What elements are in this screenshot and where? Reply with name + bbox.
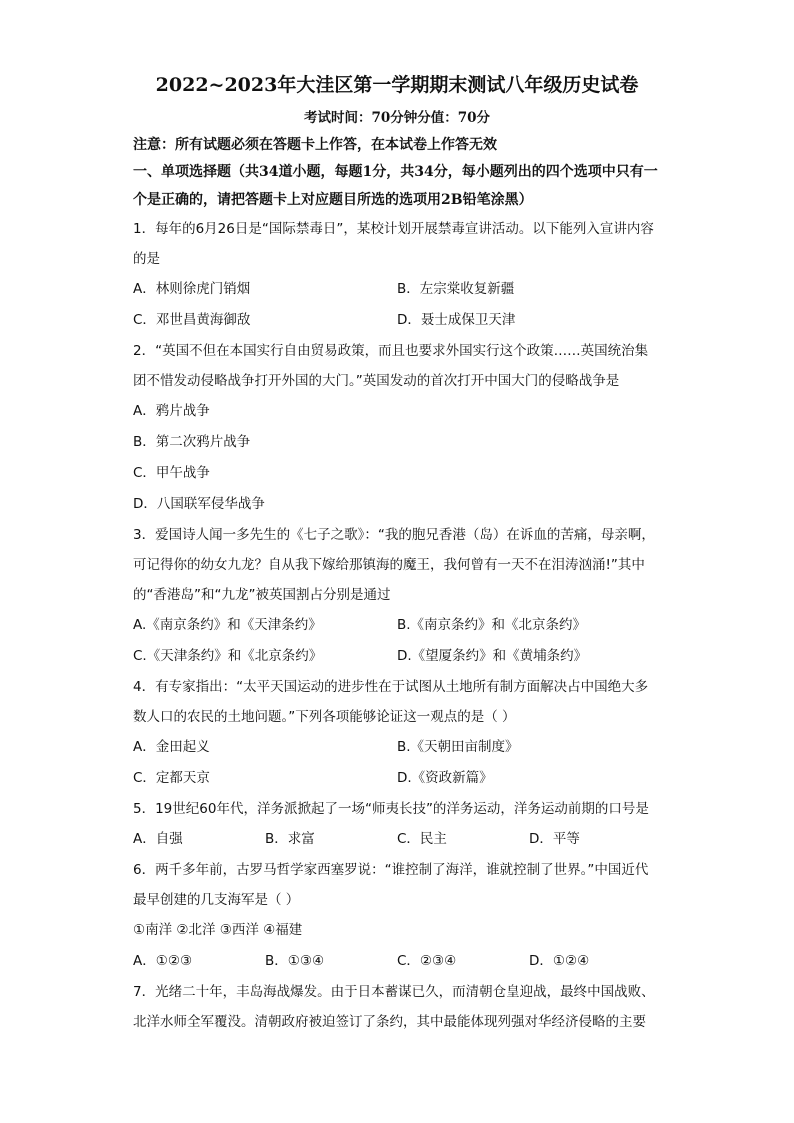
option-d: D．八国联军侵华战争 — [133, 496, 265, 512]
option-d: D．平等 — [529, 831, 580, 847]
option-d: D.《资政新篇》 — [397, 770, 493, 786]
question-3-options-row2 — [133, 641, 661, 672]
option-d: D．聂士成保卫天津 — [397, 312, 516, 328]
exam-page — [133, 66, 661, 1037]
question-1-options-row2 — [133, 305, 661, 336]
question-1-stem: 1．每年的6月26日是“国际禁毒日”，某校计划开展禁毒宣讲活动。以下能列入宣讲内容的是 — [133, 221, 654, 267]
option-b: B．左宗棠收复新疆 — [397, 281, 515, 297]
exam-time-score: 考试时间：70分钟分值：70分 — [303, 110, 491, 126]
exam-notice: 注意：所有试题必须在答题卡上作答，在本试卷上作答无效 — [133, 137, 497, 153]
option-c: C．定都天京 — [133, 770, 210, 786]
option-a: A．①②③ — [133, 953, 193, 969]
option-c: C．②③④ — [397, 953, 457, 969]
exam-title: 2022~2023年大洼区第一学期期末测试八年级历史试卷 — [155, 74, 639, 96]
option-d: D.《望厦条约》和《黄埔条约》 — [397, 648, 588, 664]
question-5-options — [133, 824, 661, 855]
option-a: A．自强 — [133, 831, 183, 847]
question-4-options-row1 — [133, 732, 661, 763]
question-1-options-row1 — [133, 274, 661, 305]
option-a: A．林则徐虎门销烟 — [133, 281, 251, 297]
option-c: C．民主 — [397, 831, 447, 847]
question-6-options — [133, 946, 661, 977]
option-c: C．甲午战争 — [133, 465, 210, 481]
question-3-options-row1 — [133, 610, 661, 641]
question-4-options-row2 — [133, 763, 661, 794]
question-4-stem: 4．有专家指出：“太平天国运动的进步性在于试图从土地所有制方面解决占中国绝大多数人口的农民的土地问题。”下列各项能够论证这一观点的是（ ） — [133, 679, 649, 725]
question-3-stem: 3．爱国诗人闻一多先生的《七子之歌》：“我的胞兄香港（岛）在诉血的苦痛，母亲啊，可记得你的幼女九龙？自从我下嫁给那镇海的魔王，我何曾有一天不在泪涛汹涌!”其中的“香港岛”和“九龙”被英国割占分别是通过 — [133, 527, 655, 603]
option-c: C.《天津条约》和《北京条约》 — [133, 648, 323, 664]
question-5-stem: 5．19世纪60年代，洋务派掀起了一场“师夷长技”的洋务运动，洋务运动前期的口号是 — [133, 801, 649, 817]
option-b: B.《天朝田亩制度》 — [397, 739, 519, 755]
option-b: B．第二次鸦片战争 — [133, 434, 251, 450]
option-d: D．①②④ — [529, 953, 590, 969]
question-7-stem: 7．光绪二十年，丰岛海战爆发。由于日本蓄谋已久，而清朝仓皇迎战，最终中国战败、北洋水师全军覆没。清朝政府被迫签订了条约，其中最能体现列强对华经济侵略的主要 — [133, 984, 655, 1030]
question-2-stem: 2．“英国不但在本国实行自由贸易政策，而且也要求外国实行这个政策……英国统治集团不惜发动侵略战争打开外国的大门。”英国发动的首次打开中国大门的侵略战争是 — [133, 343, 649, 389]
option-b: B．求富 — [265, 831, 315, 847]
question-6-stem: 6．两千多年前，古罗马哲学家西塞罗说：“谁控制了海洋，谁就控制了世界。”中国近代最早创建的几支海军是（ ） — [133, 862, 649, 908]
option-b: B．①③④ — [265, 953, 325, 969]
option-c: C．邓世昌黄海御敌 — [133, 312, 251, 328]
option-a: A．鸦片战争 — [133, 403, 210, 419]
option-b: B.《南京条约》和《北京条约》 — [397, 617, 587, 633]
option-a: A．金田起义 — [133, 739, 210, 755]
question-6-items: ①南洋 ②北洋 ③西洋 ④福建 — [133, 922, 303, 938]
option-a: A.《南京条约》和《天津条约》 — [133, 617, 322, 633]
section-heading: 一、单项选择题（共34道小题，每题1分，共34分，每小题列出的四个选项中只有一个是正确的，请把答题卡上对应题目所选的选项用2B铅笔涂黑） — [133, 164, 658, 208]
